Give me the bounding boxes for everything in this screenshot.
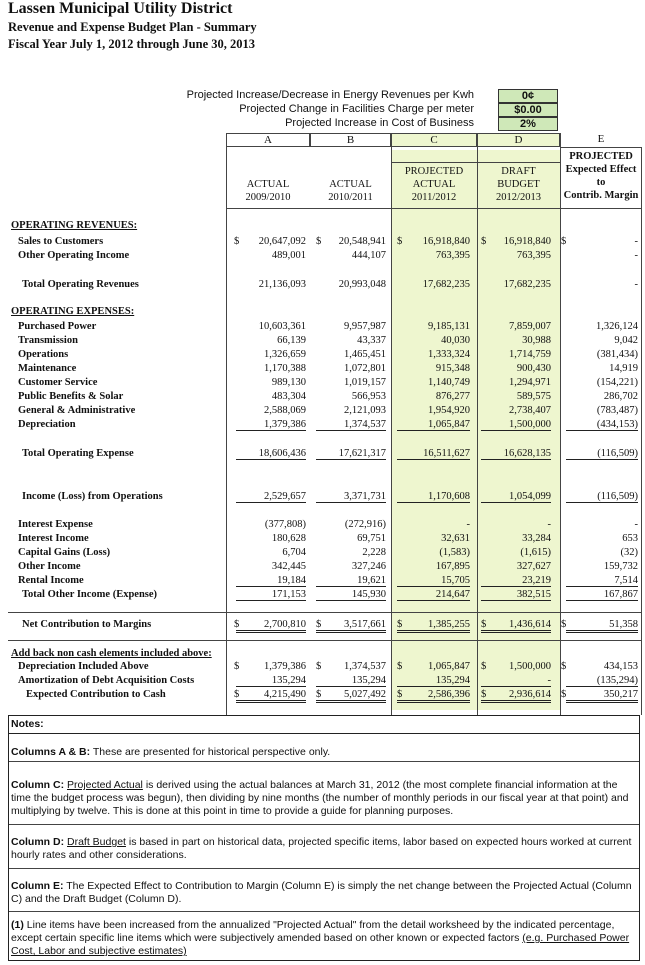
cell-a: 1,326,659 [264,349,306,360]
note-column-e: Column E: The Expected Effect to Contribution to Margin (Column E) is simply the net change between the Projected Actual (Column C) and the Draft Budget (Column D). [11,880,632,905]
cell-d: 1,294,971 [509,377,551,388]
cell-e: - [634,279,638,290]
row-label: Total Operating Expense [22,448,134,459]
cell-e: 9,042 [614,335,638,346]
section-operating-expenses: OPERATING EXPENSES: [11,306,135,317]
cell-a: 18,606,436 [236,448,306,460]
cell-e: (783,487) [596,405,638,416]
cell-a: (377,808) [264,519,306,530]
column-header-c: PROJECTED ACTUAL 2011/2012 [404,166,464,203]
report-subtitle: Revenue and Expense Budget Plan - Summary [8,20,257,34]
row-label: Rental Income [18,575,84,586]
column-letter-a: A [226,133,310,147]
cell-d: 16,628,135 [481,448,551,460]
assumption-label-energy: Projected Increase/Decrease in Energy Revenues per Kwh [186,89,474,101]
assumption-value-energy: 0¢ [498,89,558,103]
cell-d: 589,575 [516,391,551,402]
row-label: Other Income [18,561,81,572]
cell-e: (135,294) [566,675,638,687]
grid-line [391,133,392,715]
row-label: Other Operating Income [18,250,130,261]
currency-symbol: $ [397,661,403,672]
cell-a: 1,379,386 [264,661,306,672]
cell-c: 16,511,627 [397,448,470,460]
cell-c: 1,065,847 [428,661,470,672]
cell-a: 989,130 [271,377,306,388]
cell-b: 19,621 [316,575,386,587]
cell-e: 434,153 [603,661,638,672]
cell-c: 1,333,324 [428,349,470,360]
cell-b: 1,374,537 [344,661,386,672]
cell-b: 17,621,317 [316,448,386,460]
row-label: Expected Contribution to Cash [26,689,166,700]
row-label: Amortization of Debt Acquisition Costs [18,675,195,686]
cell-c: 876,277 [435,391,470,402]
currency-symbol: $ [561,661,567,672]
cell-b: 3,517,661 [316,619,386,633]
row-label: Net Contribution to Margins [22,619,152,630]
cell-c: 15,705 [397,575,470,587]
currency-symbol: $ [561,619,567,630]
row-label: Interest Expense [18,519,93,530]
grid-line [9,761,639,762]
cell-c: 1,065,847 [397,419,470,431]
cell-d: 2,936,614 [481,689,551,703]
cell-d: 30,988 [522,335,551,346]
cell-e: (434,153) [566,419,638,431]
cell-b: 1,374,537 [316,419,386,431]
row-label: Capital Gains (Loss) [18,547,111,558]
cell-d: 1,714,759 [509,349,551,360]
notes-title: Notes: [9,716,639,734]
cell-e: - [634,236,638,247]
currency-symbol: $ [234,689,240,700]
row-label: Total Other Income (Expense) [22,589,158,600]
cell-a: 1,170,388 [264,363,306,374]
cell-b: 1,019,157 [344,377,386,388]
cell-d: 327,627 [516,561,551,572]
column-header-e: PROJECTED Expected Effect to Contrib. Margin [563,151,639,201]
cell-a: 2,529,657 [236,491,306,503]
cell-b: 43,337 [357,335,386,346]
cell-b: 5,027,492 [316,689,386,703]
note-columns-ab: Columns A & B: These are presented for historical perspective only. [11,746,331,758]
cell-d: 1,054,099 [481,491,551,503]
cell-b: 1,072,801 [344,363,386,374]
cell-c: 17,682,235 [422,279,470,290]
cell-a: 2,588,069 [264,405,306,416]
grid-line [226,208,642,209]
cell-b: 566,953 [351,391,386,402]
cell-e: 7,514 [566,575,638,587]
cell-a: 21,136,093 [258,279,306,290]
cell-b: 20,993,048 [338,279,386,290]
cell-d: 2,738,407 [509,405,551,416]
cell-d: 900,430 [516,363,551,374]
currency-symbol: $ [397,236,403,247]
row-label: Public Benefits & Solar [18,391,124,402]
cell-b: 327,246 [351,561,386,572]
currency-symbol: $ [316,689,322,700]
currency-symbol: $ [397,619,403,630]
cell-d: - [481,675,551,687]
cell-e: (116,509) [566,448,638,460]
cell-c: (1,583) [439,547,470,558]
cell-c: 1,140,749 [428,377,470,388]
cell-c: 16,918,840 [422,236,470,247]
cell-a: 4,215,490 [236,689,306,703]
cell-e: 51,358 [566,619,638,633]
currency-symbol: $ [234,236,240,247]
row-label: Operations [18,349,69,360]
cell-b: 20,548,941 [338,236,386,247]
row-label: Total Operating Revenues [22,279,139,290]
cell-a: 6,704 [282,547,306,558]
cell-b: (272,916) [344,519,386,530]
section-operating-revenues: OPERATING REVENUES: [11,220,138,231]
cell-b: 69,751 [357,533,386,544]
cell-d: 7,859,007 [509,321,551,332]
row-label: Depreciation [18,419,76,430]
cell-c: 763,395 [435,250,470,261]
grid-line [9,824,639,825]
cell-e: 1,326,124 [596,321,638,332]
cell-c: 1,170,608 [397,491,470,503]
row-label: Customer Service [18,377,98,388]
grid-line [226,133,227,715]
section-add-back: Add back non cash elements included above: [11,648,212,659]
cell-d: 1,500,000 [509,661,551,672]
currency-symbol: $ [481,236,487,247]
currency-symbol: $ [561,236,567,247]
cell-c: 2,586,396 [397,689,470,703]
cell-e: (154,221) [596,377,638,388]
row-label: Depreciation Included Above [18,661,149,672]
cell-d: 1,500,000 [481,419,551,431]
row-label: Transmission [18,335,78,346]
cell-c: - [466,519,470,530]
cell-a: 10,603,361 [258,321,306,332]
cell-c: 1,385,255 [397,619,470,633]
cell-a: 171,153 [236,589,306,601]
row-label: Interest Income [18,533,89,544]
cell-a: 483,304 [271,391,306,402]
column-letter-b: B [310,133,391,147]
cell-d: 23,219 [481,575,551,587]
note-column-c: Column C: Projected Actual is derived using the actual balances at March 31, 2012 (the most complete financial information at the time the budget process was begun), then dividing by nine months (the number of monthly periods in our fiscal year at that point) and multiplying by twelve. This is done at this point in time to provide a guide for planning purposes. [11,779,629,817]
cell-c: 167,895 [435,561,470,572]
cell-e: (32) [620,547,638,558]
cell-d: - [547,519,551,530]
assumption-label-facilities: Projected Change in Facilities Charge per meter [239,103,474,115]
currency-symbol: $ [481,661,487,672]
column-header-b: ACTUAL 2010/2011 [328,179,373,203]
row-label: Maintenance [18,363,77,374]
cell-d: 33,284 [522,533,551,544]
grid-line [641,147,642,715]
column-letter-c: C [391,133,477,147]
grid-line [391,162,560,163]
currency-symbol: $ [481,619,487,630]
cell-b: 444,107 [351,250,386,261]
cell-e: (116,509) [566,491,638,503]
cell-a: 19,184 [236,575,306,587]
assumption-label-cost: Projected Increase in Cost of Business [285,117,474,129]
cell-e: 159,732 [603,561,638,572]
cell-e: - [634,519,638,530]
column-header-d: DRAFT BUDGET 2012/2013 [496,166,541,203]
cell-d: 1,436,614 [481,619,551,633]
column-letter-d: D [477,133,560,147]
cell-d: (1,615) [520,547,551,558]
grid-line [9,868,639,869]
cell-e: 14,919 [609,363,638,374]
notes-box [8,715,640,961]
row-label: General & Administrative [18,405,136,416]
assumption-value-cost: 2% [498,117,558,131]
assumption-value-facilities: $0.00 [498,103,558,117]
row-label: Income (Loss) from Operations [22,491,163,502]
cell-e: 286,702 [603,391,638,402]
cell-d: 382,515 [481,589,551,601]
cell-c: 9,185,131 [428,321,470,332]
currency-symbol: $ [316,236,322,247]
cell-a: 342,445 [271,561,306,572]
cell-b: 9,957,987 [344,321,386,332]
currency-symbol: $ [397,689,403,700]
company-title: Lassen Municipal Utility District [8,0,233,17]
cell-a: 66,139 [277,335,306,346]
currency-symbol: $ [234,619,240,630]
cell-b: 135,294 [316,675,386,687]
cell-e: - [634,250,638,261]
note-1: (1) Line items have been increased from the annualized "Projected Actual" from the detail worksheed by the indicated percentage, except certain specific line items which were subjectively amended based on other known or expected factors (e.g. Purchased Power Cost, Labor and subjective estimates) [11,919,630,957]
cell-d: 16,918,840 [503,236,551,247]
cell-a: 20,647,092 [258,236,306,247]
cell-e: 350,217 [566,689,638,703]
grid-line [9,911,639,912]
cell-a: 180,628 [271,533,306,544]
cell-b: 1,465,451 [344,349,386,360]
currency-symbol: $ [234,661,240,672]
cell-c: 214,647 [397,589,470,601]
cell-d: 17,682,235 [503,279,551,290]
grid-line [477,133,478,715]
cell-e: (381,434) [596,349,638,360]
cell-e: 653 [622,533,638,544]
currency-symbol: $ [316,661,322,672]
cell-c: 135,294 [397,675,470,687]
currency-symbol: $ [561,689,567,700]
cell-e: 167,867 [566,589,638,601]
grid-line [8,640,642,641]
currency-symbol: $ [316,619,322,630]
cell-b: 2,228 [362,547,386,558]
cell-b: 3,371,731 [316,491,386,503]
cell-c: 1,954,920 [428,405,470,416]
cell-b: 145,930 [316,589,386,601]
cell-a: 135,294 [236,675,306,687]
cell-a: 1,379,386 [236,419,306,431]
cell-c: 40,030 [441,335,470,346]
row-label: Sales to Customers [18,236,104,247]
cell-c: 915,348 [435,363,470,374]
column-header-a: ACTUAL 2009/2010 [245,179,291,203]
grid-line [560,147,642,148]
cell-c: 32,631 [441,533,470,544]
cell-b: 2,121,093 [344,405,386,416]
note-column-d: Column D: Draft Budget is based in part on historical data, projected specific items, labor based on expected hours worked at current hourly rates and other considerations. [11,836,632,861]
cell-d: 763,395 [516,250,551,261]
fiscal-year: Fiscal Year July 1, 2012 through June 30, 2013 [8,37,256,51]
row-label: Purchased Power [18,321,97,332]
column-letter-e: E [597,133,605,145]
cell-a: 489,001 [271,250,306,261]
cell-a: 2,700,810 [236,619,306,633]
currency-symbol: $ [481,689,487,700]
grid-line [8,612,642,613]
